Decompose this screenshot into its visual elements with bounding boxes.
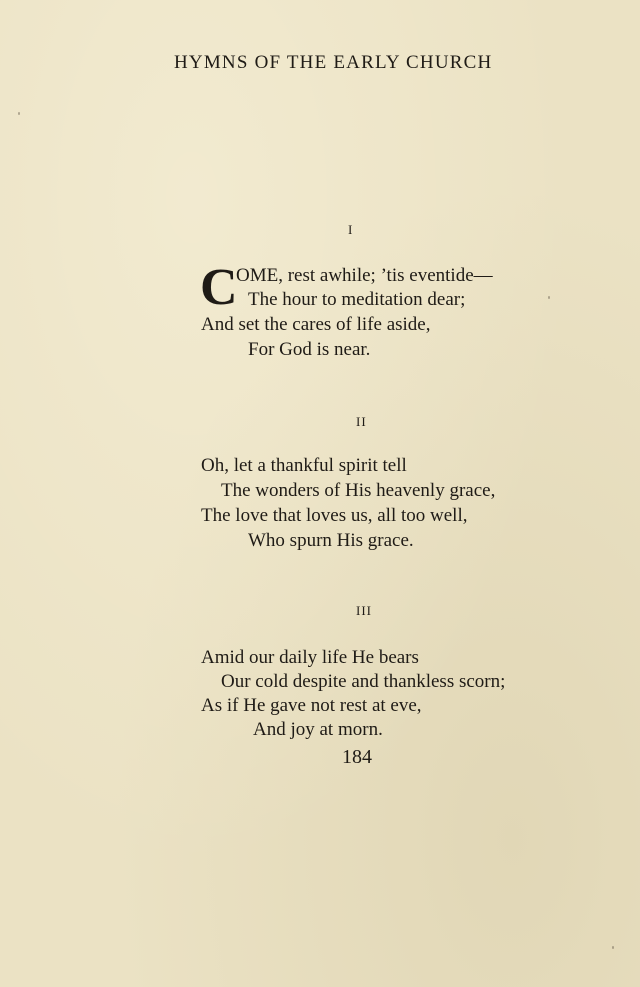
paper-speck: [18, 112, 20, 115]
stanza-numeral-3: III: [356, 603, 372, 618]
stanza-1-line-1: OME, rest awhile; ’tis eventide—: [236, 265, 493, 286]
stanza-numeral-1: I: [348, 222, 354, 237]
stanza-2-line-4: Who spurn His grace.: [248, 530, 414, 551]
stanza-2-line-1: Oh, let a thankful spirit tell: [201, 455, 407, 476]
page-number: 184: [342, 746, 372, 768]
paper-speck: [548, 296, 550, 299]
stanza-1-line-4: For God is near.: [248, 339, 371, 360]
stanza-3-line-4: And joy at morn.: [253, 719, 383, 740]
stanza-numeral-2: II: [356, 414, 367, 429]
stanza-3-line-2: Our cold despite and thankless scorn;: [221, 671, 506, 692]
stanza-2-line-2: The wonders of His heavenly grace,: [221, 480, 496, 501]
stanza-1-line-2: The hour to meditation dear;: [248, 289, 466, 310]
running-head-title: HYMNS OF THE EARLY CHURCH: [174, 52, 493, 73]
stanza-3-line-1: Amid our daily life He bears: [201, 647, 419, 668]
stanza-2-line-3: The love that loves us, all too well,: [201, 505, 468, 526]
paper-speck: [612, 946, 614, 949]
stanza-1-line-3: And set the cares of life aside,: [201, 314, 431, 335]
stanza-3-line-3: As if He gave not rest at eve,: [201, 695, 422, 716]
drop-cap-letter: C: [200, 259, 238, 316]
